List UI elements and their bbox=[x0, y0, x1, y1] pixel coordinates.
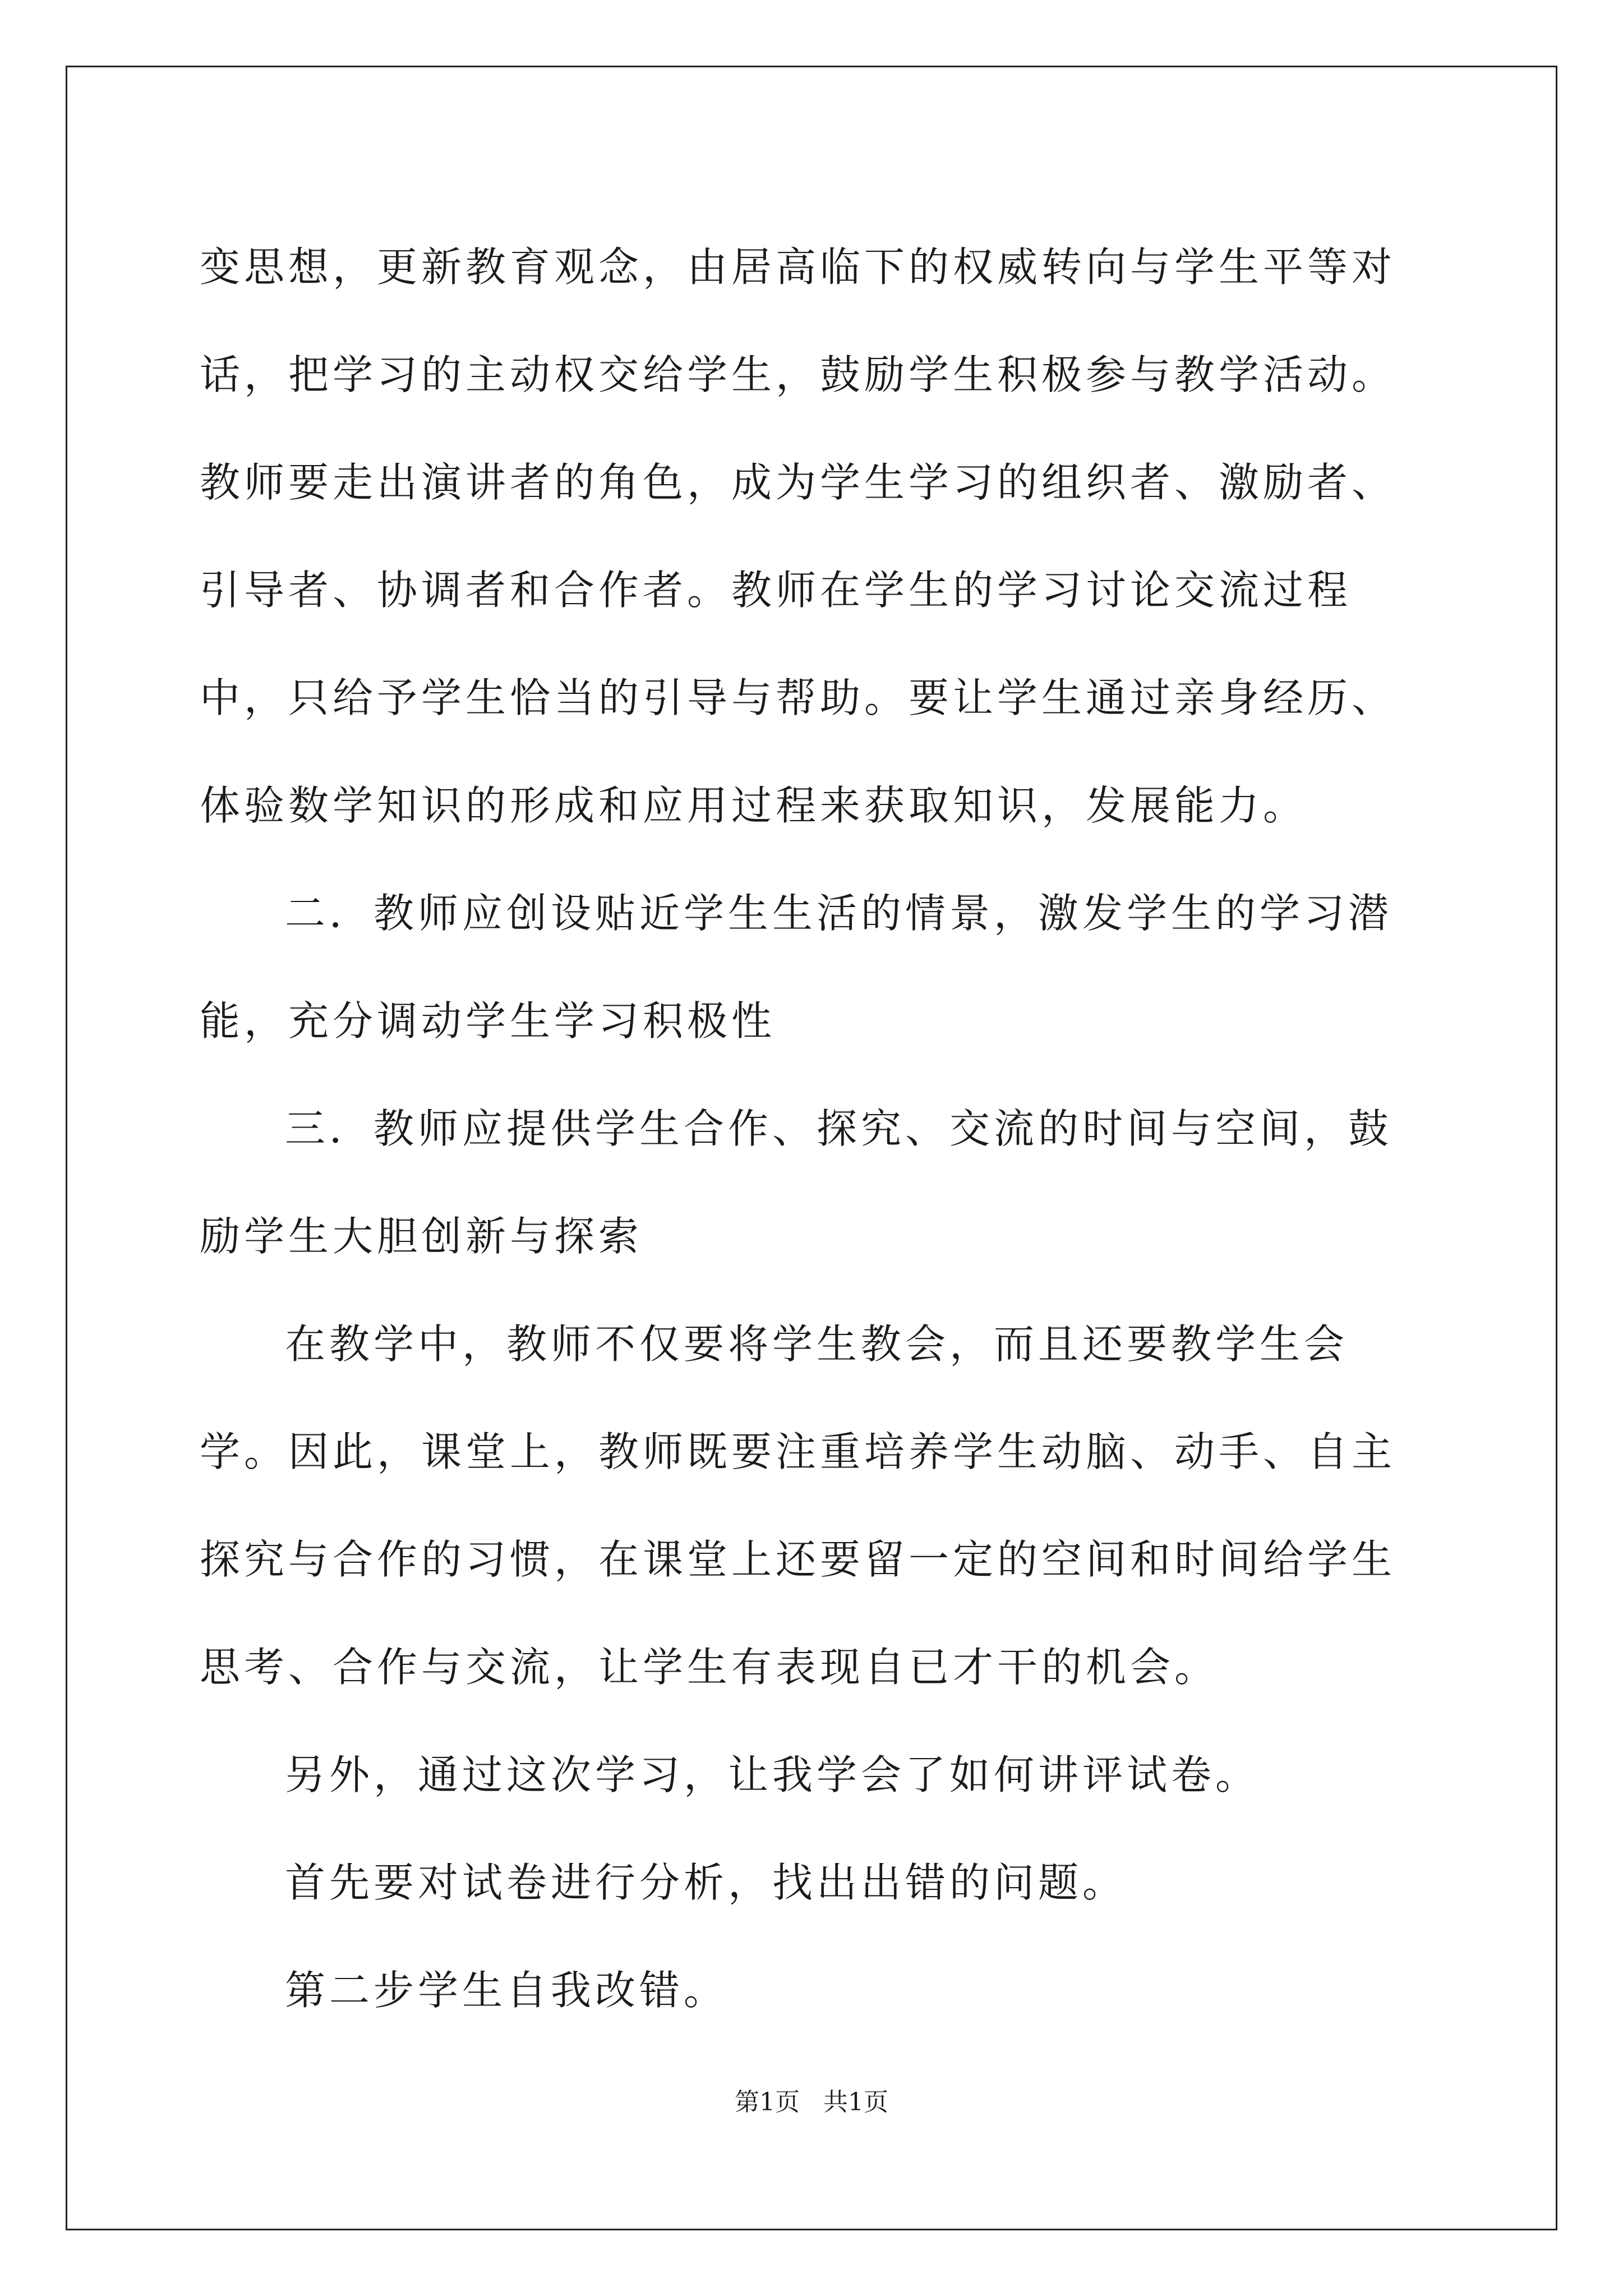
paragraph: 在教学中，教师不仅要将学生教会，而且还要教学生会学。因此，课堂上，教师既要注重培养学生动脑、动手、自主探究与合作的习惯，在课堂上还要留一定的空间和时间给学生思考、合作与交流，让学生有表现自已才干的机会。 bbox=[200, 1320, 1396, 1691]
paragraph: 另外，通过这次学习，让我学会了如何讲评试卷。 bbox=[285, 1751, 1260, 1798]
paragraph: 首先要对试卷进行分析，找出出错的问题。 bbox=[285, 1859, 1127, 1906]
paragraph: 三．教师应提供学生合作、探究、交流的时间与空间，鼓励学生大胆创新与探索 bbox=[200, 1105, 1393, 1260]
page-footer: 第1页 共1页 bbox=[735, 2088, 888, 2116]
paragraph: 第二步学生自我改错。 bbox=[285, 1967, 728, 2014]
paragraph: 变思想，更新教育观念，由居高临下的权威转向与学生平等对话，把学习的主动权交给学生，鼓励学生积极参与教学活动。教师要走出演讲者的角色，成为学生学习的组织者、激励者、引导者、协调者和合作者。教师在学生的学习讨论交流过程中，只给予学生恰当的引导与帮助。要让学生通过亲身经历、体验数学知识的形成和应用过程来获取知识，发展能力。 bbox=[200, 243, 1396, 829]
document-body bbox=[200, 213, 1433, 2044]
paragraph: 二．教师应创设贴近学生生活的情景，激发学生的学习潜能，充分调动学生学习积极性 bbox=[200, 890, 1393, 1045]
